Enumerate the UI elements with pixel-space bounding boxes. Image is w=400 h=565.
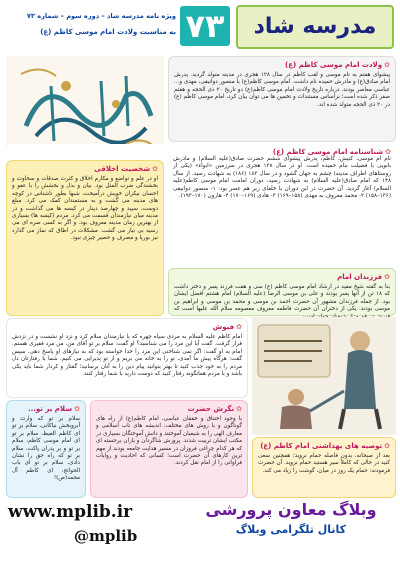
health-title-text: توصیه های بهداشتی امام کاظم (ع) bbox=[260, 442, 383, 450]
salam-title-text: سلام بر تو... bbox=[27, 405, 73, 413]
birth-title bbox=[174, 61, 390, 70]
health-title bbox=[258, 442, 390, 451]
children-section bbox=[168, 268, 396, 316]
birth-title-text: ولادت امام موسی کاظم (ع) bbox=[285, 61, 383, 69]
id-card-body: نام ام موسی، کنیش، کاظم، پدرش پیشوای ششم حضرت صادق(علیه السلام) و مادرش بانویی با فضیلت بنام حمیده است. او در سال ۱۲۸ هجری در سرزمین «ابواء» (یکی از روستاهای اطراف مدینه) چشم به جهان گشود و در سال ۱۸۳ (۱۸۶) به شهادت رسید. از سال ۱۴۸ که امام صادق(علیه السلام) به شهادت رسید، دوران امامت امام موسی کاظم(علیه السلام) آغاز گردید. آن حضرت در این دوران با خلفای زیر هم عصر بود: ۱- منصور دوانیقی (۱۳۶–۱۵۸) ۲- محمد معروف به مهدی (۱۵۸–۱۶۹) ۳- هادی (۱۶۹–۱۷۰) ۴- هارون (۱۷۰–۱۹۳). bbox=[173, 156, 391, 200]
telegram-handle[interactable]: @mplib bbox=[74, 527, 138, 545]
perspective-title bbox=[96, 405, 242, 414]
flower-icon: ✿ bbox=[236, 323, 242, 331]
illustration-drawing bbox=[252, 317, 396, 435]
story-title-text: فیوش bbox=[212, 323, 235, 331]
birth-body: پیشوای هفتم به نام موسی و لقب کاظم در سال ۱۲۸ هجری در مدینه متولد گردید. پدرش امام صادق(ع) و مادرش حمیده نام داشت. امام موسی کاظم(ع) با منصور دوانیقی، مهدی و... عباسی معاصر بودند. درباره تاریخ ولادت امام موسی کاظم(ع) دو تاریخ ۲۰ ذی الحجه و هفتم صفر ذکر شده است؛ براساس مستندات و تخمین ها می توان بیان کرد، امام موسی کاظم (ع) در ۲۰ ذی الحجه متولد شده اند. bbox=[174, 72, 390, 108]
salam-body: سلام بر تو که وارث و آبروبخش نیاکانی، سلام بر تو ای کاظم الغیظ، سلام بر تو ای امام موسی کاظم، سلام بر تو و بر پدران پاکت، سلام بر تو که راه حق را نشان دادی، سلام بر تو ای باب الحوائج، ای کاظم آل محمد(ص)! bbox=[12, 416, 80, 482]
ethics-title bbox=[12, 165, 158, 174]
ethics-section bbox=[6, 160, 164, 316]
children-body: بنا به گفته شیخ مفید در ارشاد امام موسی کاظم (ع) سی و هفت فرزند پسر و دختر داشت که ۱۸ تن از آنها پسر بودند و علی بن موسی الرضا (علیه السلام) امام هشتم افضل ایشان بود. از جمله فرزندان مشهور آن حضرت احمد بن موسی و محمد بن موسی و ابراهیم بن موسی بودند. یکی از دختران آن حضرت فاطمه معروف معصومه سلام الله علیها است که bbox=[174, 284, 390, 313]
flower-icon: ✿ bbox=[384, 61, 390, 69]
story-section bbox=[6, 318, 248, 398]
flower-icon: ✿ bbox=[384, 442, 390, 450]
occasion-subtitle: به مناسبت ولادت امام موسی کاظم (ع) bbox=[40, 28, 176, 36]
birth-section bbox=[168, 56, 396, 142]
website-link[interactable]: www.mplib.ir bbox=[8, 502, 133, 522]
perspective-body: با وجود اختناق و خفقان عباسی، امام کاظم(ع) از راه های گوناگون و با روش های مختلف، اندیشه های ناب اسلامی و معارف الهی را به شیعیان آموختند و دانش آموختگان بسیاری در مکتب ایشان تربیت شدند. پرورش شاگردان و یاران برجسته ای که هر کدام چراغی فروزان در مسیر هدایت جامعه بودند از مهم ترین کارهای آن حضرت است؛ کسانی که احادیث و روایات فراوانی را از امام نقل کردند. bbox=[96, 416, 242, 467]
calligraphy-artwork bbox=[6, 56, 164, 158]
charity-illustration bbox=[252, 317, 396, 435]
flower-icon: ✿ bbox=[236, 405, 242, 413]
id-card-title-text: شناسنامه امام موسی کاظم (ع) bbox=[272, 148, 384, 156]
flower-icon: ✿ bbox=[152, 165, 158, 173]
salam-title bbox=[12, 405, 80, 414]
page-title: مدرسه شاد bbox=[236, 5, 394, 49]
issue-number-badge: ۷۳ bbox=[180, 6, 230, 46]
channel-label: کانال تلگرامی وبلاگ bbox=[235, 523, 347, 536]
calligraphy-drawing bbox=[6, 56, 164, 158]
flower-icon: ✿ bbox=[385, 148, 391, 156]
id-card-body-box bbox=[168, 156, 396, 264]
issue-subtitle: ویژه نامه مدرسه شاد – دوره سوم – شماره ۷۳ bbox=[26, 12, 176, 20]
children-title-text: فرزندان امام bbox=[337, 273, 383, 281]
flower-icon: ✿ bbox=[74, 405, 80, 413]
blog-name: وبلاگ معاون پرورشی bbox=[205, 500, 377, 519]
ethics-body: او در علم و تواضع و مکارم اخلاق و کثرت صدقات و سخاوت و بخشندگی ضرب المثل بود. بیان و بذل و بخشش را با عفو و احسان بیکران خویش درآمیخت، شبها بطور ناشناس در کوچه های مدینه می گشت و به مستمندان کمک می کرد. مبلغ دوست، سپید و چهارصد دینار در کیسه ها می گذاشت و در مدینه میان نیازمندان قسمت می کرد. مردم (کیسه ها) بسیاری از بهترین زمان مدینه معروف بود. و اگر به کسی صره ای می رسید بی نیاز می گشت. مشکلات در اطاق که نماز می گذارد نیز بوریا و مصرف و حصیر چیزی نبود. bbox=[12, 176, 158, 242]
perspective-title-text: نگرش حضرت bbox=[187, 405, 235, 413]
story-body: امام کاظم علیه السلام به مردی سیاه چهره که با نیازمندان سلام کرد و نزد او نشست و در نزدش قرار گرفت. گفت آیا این مرد را می شناسید؟ او گفت: سلام بر تو آقای من، من مرد فقیری هستم. امام به او گفت: اگر نمی شناختی این مرد را خدا خواسته بود که به نیازهای او پاسخ دهی. سپس گفت: هرگاه پیش ما آمدی، تو را به خانه می بریم و از تو پذیرایی می کنیم. شما با رفتارتان دل مردم را به خود جذب کنید تا بهتر بتوانید پیام دین را به آنان برسانید؛ گفتار و کردار شما باید یکی باشد و با مردم همانگونه رفتار کنید که دوست دارید با شما رفتار کنند. bbox=[12, 334, 242, 378]
flower-icon: ✿ bbox=[384, 273, 390, 281]
salam-section bbox=[6, 400, 86, 498]
health-body: بعد از صبحانه، بدون فاصله حمام نروید؛ همچنین سعی کنید در حالی که کاملاً سیر هستید حمام نروید. آن حضرت فرمودند: حمام یک روز در میان، گوشت را زیاد می کند. bbox=[258, 453, 390, 474]
story-title bbox=[12, 323, 242, 332]
ethics-title-text: شخصیت اخلاقی bbox=[94, 165, 151, 173]
children-title bbox=[174, 273, 390, 282]
health-section bbox=[252, 437, 396, 498]
perspective-section bbox=[90, 400, 248, 498]
